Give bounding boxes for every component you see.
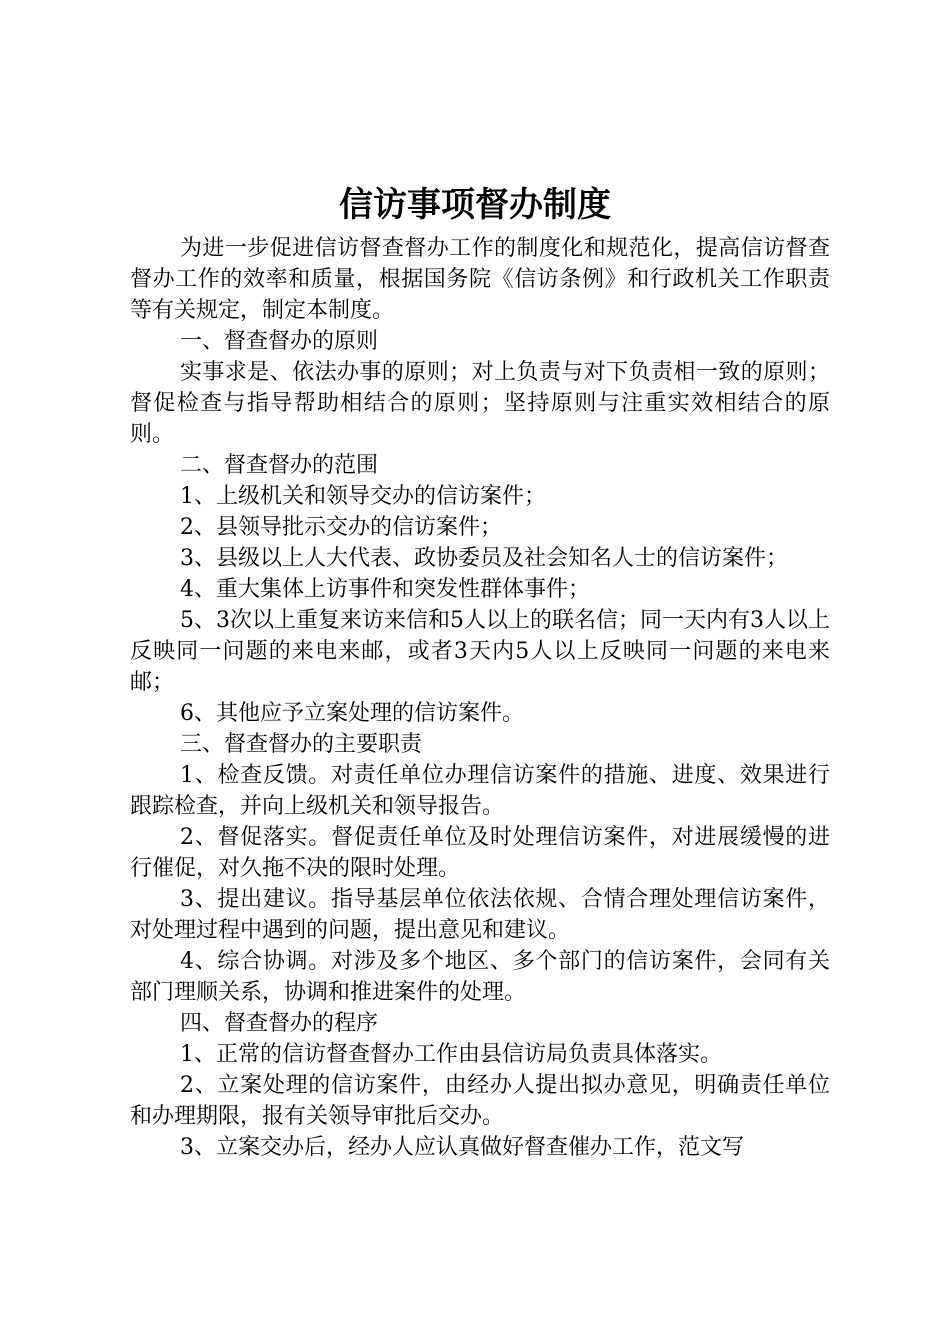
- section-heading-duties: 三、督查督办的主要职责: [180, 732, 423, 757]
- principles-paragraph: 实事求是、依法办事的原则；对上负责与对下负责相一致的原则；督促检查与指导帮助相结合的原则；坚持原则与注重实效相结合的原则。: [130, 360, 830, 447]
- scope-item: 6、其他应予立案处理的信访案件。: [180, 701, 524, 726]
- procedure-item: 2、立案处理的信访案件，由经办人提出拟办意见，明确责任单位和办理期限，报有关领导审批后交办。: [130, 1073, 830, 1129]
- document-body: [130, 233, 830, 1163]
- duty-item: 2、督促落实。督促责任单位及时处理信访案件，对进展缓慢的进行催促，对久拖不决的限时处理。: [130, 825, 830, 881]
- procedure-item: 3、立案交办后，经办人应认真做好督查催办工作，范文写: [180, 1135, 744, 1160]
- procedure-item: 1、正常的信访督查督办工作由县信访局负责具体落实。: [180, 1042, 722, 1067]
- section-heading-procedure: 四、督查督办的程序: [180, 1011, 379, 1036]
- scope-item: 4、重大集体上访事件和突发性群体事件；: [180, 577, 590, 602]
- scope-item: 3、县级以上人大代表、政协委员及社会知名人士的信访案件；: [180, 546, 788, 571]
- scope-item: 5、3次以上重复来访来信和5人以上的联名信；同一天内有3人以上反映同一问题的来电来邮，或者3天内5人以上反映同一问题的来电来邮；: [130, 608, 830, 695]
- section-heading-scope: 二、督查督办的范围: [180, 453, 379, 478]
- intro-paragraph: 为进一步促进信访督查督办工作的制度化和规范化，提高信访督查督办工作的效率和质量，根据国务院《信访条例》和行政机关工作职责等有关规定，制定本制度。: [130, 236, 830, 323]
- scope-item: 1、上级机关和领导交办的信访案件；: [180, 484, 546, 509]
- duty-item: 1、检查反馈。对责任单位办理信访案件的措施、进度、效果进行跟踪检查，并向上级机关和领导报告。: [130, 763, 830, 819]
- document-title: 信访事项督办制度: [339, 185, 611, 225]
- duty-item: 4、综合协调。对涉及多个地区、多个部门的信访案件，会同有关部门理顺关系，协调和推进案件的处理。: [130, 949, 830, 1005]
- scope-item: 2、县领导批示交办的信访案件；: [180, 515, 502, 540]
- duty-item: 3、提出建议。指导基层单位依法依规、合情合理处理信访案件，对处理过程中遇到的问题，提出意见和建议。: [130, 887, 830, 943]
- section-heading-principles: 一、督查督办的原则: [180, 329, 379, 354]
